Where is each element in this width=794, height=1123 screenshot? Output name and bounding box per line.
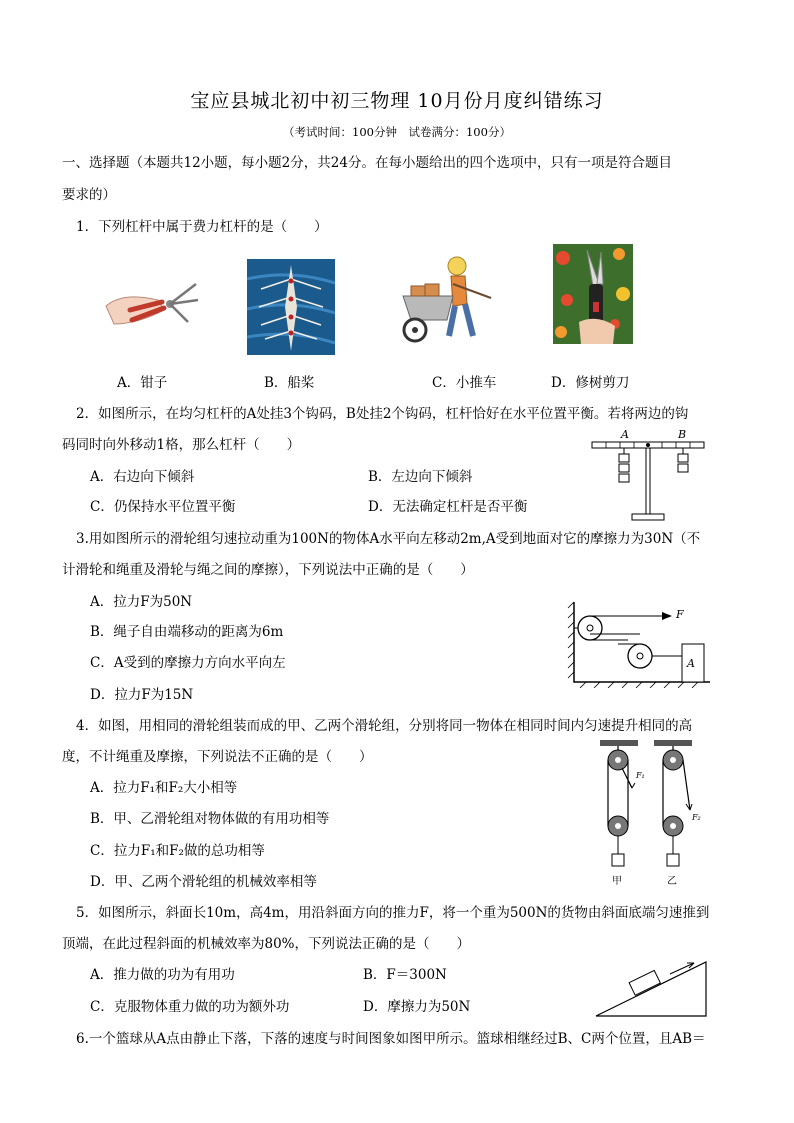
q6-stem-line1: 6.一个篮球从A点由静止下落，下落的速度与时间图象如图甲所示。篮球相继经过B、C两个位置，且AB＝ bbox=[76, 1031, 706, 1047]
q4-option-b: B．甲、乙滑轮组对物体做的有用功相等 bbox=[90, 811, 330, 827]
rowing-boat-image bbox=[247, 259, 335, 355]
q2-stem-line2: 码同时向外移动1格，那么杠杆（ ） bbox=[62, 437, 301, 453]
q3-option-a: A．拉力F为50N bbox=[90, 594, 193, 610]
label-jia: 甲 bbox=[612, 876, 622, 887]
q2-option-b: B．左边向下倾斜 bbox=[368, 469, 473, 485]
q5-stem-line1: 5．如图所示，斜面长10m，高4m，用沿斜面方向的推力F，将一个重为500N的货物由斜面底端匀速推到 bbox=[76, 905, 710, 921]
q2-stem-line1: 2．如图所示，在均匀杠杆的A处挂3个钩码，B处挂2个钩码，杠杆恰好在水平位置平衡。若将两边的钩 bbox=[76, 406, 689, 422]
q3-option-d: D．拉力F为15N bbox=[90, 687, 194, 703]
q4-stem-line1: 4．如图，用相同的滑轮组装而成的甲、乙两个滑轮组，分别将同一物体在相同时间内匀速提升相同的高 bbox=[76, 718, 693, 734]
lever-label-a: A bbox=[621, 428, 629, 441]
q5-option-b: B．F＝300N bbox=[363, 967, 447, 983]
q1-option-a: A．钳子 bbox=[117, 375, 168, 391]
wheelbarrow-image bbox=[395, 254, 495, 346]
q4-option-d: D．甲、乙两个滑轮组的机械效率相等 bbox=[90, 874, 317, 890]
two-pulley-systems-diagram bbox=[596, 738, 716, 888]
q5-option-d: D．摩擦力为50N bbox=[363, 999, 471, 1015]
q3-option-b: B．绳子自由端移动的距离为6m bbox=[90, 624, 284, 640]
q5-option-c: C．克服物体重力做的功为额外功 bbox=[90, 999, 290, 1015]
label-f2: F₂ bbox=[692, 813, 701, 822]
incline-diagram bbox=[594, 956, 710, 1018]
pulley-system-diagram bbox=[566, 598, 712, 688]
q5-option-a: A．推力做的功为有用功 bbox=[90, 967, 235, 983]
q1-option-d: D．修树剪刀 bbox=[551, 375, 630, 391]
q1-option-b: B．船桨 bbox=[264, 375, 315, 391]
q4-option-c: C．拉力F₁和F₂做的总功相等 bbox=[90, 843, 265, 859]
q4-option-a: A．拉力F₁和F₂大小相等 bbox=[90, 780, 238, 796]
q1-stem: 1．下列杠杆中属于费力杠杆的是（ ） bbox=[76, 219, 328, 235]
q4-stem-line2: 度，不计绳重及摩擦，下列说法不正确的是（ ） bbox=[62, 749, 373, 765]
label-f1: F₁ bbox=[636, 771, 645, 780]
block-label-a: A bbox=[687, 657, 695, 670]
lever-label-b: B bbox=[678, 428, 687, 441]
page-title: 宝应县城北初中初三物理 10月份月度纠错练习 bbox=[190, 90, 604, 112]
q5-stem-line2: 顶端，在此过程斜面的机械效率为80%，下列说法正确的是（ ） bbox=[62, 936, 471, 952]
pulley-label-f: F bbox=[676, 608, 684, 621]
section-instructions-cont: 要求的） bbox=[62, 187, 116, 203]
q3-stem-line2: 计滑轮和绳重及滑轮与绳之间的摩擦），下列说法中正确的是（ ） bbox=[62, 562, 474, 578]
label-yi: 乙 bbox=[667, 876, 677, 887]
pruning-shears-image bbox=[553, 244, 633, 344]
q2-option-c: C．仍保持水平位置平衡 bbox=[90, 499, 236, 515]
pliers-image bbox=[100, 266, 210, 336]
q3-stem-line1: 3.用如图所示的滑轮组匀速拉动重为100N的物体A水平向左移动2m,A受到地面对它的摩擦力为30N（不 bbox=[76, 531, 701, 547]
section-instructions: 一、选择题（本题共12小题，每小题2分，共24分。在每小题给出的四个选项中，只有一项是符合题目 bbox=[62, 155, 672, 171]
page-subtitle: （考试时间：100分钟 试卷满分：100分） bbox=[283, 125, 511, 139]
q3-option-c: C．A受到的摩擦力方向水平向左 bbox=[90, 655, 286, 671]
lever-diagram bbox=[588, 424, 708, 524]
q2-option-d: D．无法确定杠杆是否平衡 bbox=[368, 499, 528, 515]
q2-option-a: A．右边向下倾斜 bbox=[90, 469, 195, 485]
q1-option-c: C．小推车 bbox=[432, 375, 497, 391]
